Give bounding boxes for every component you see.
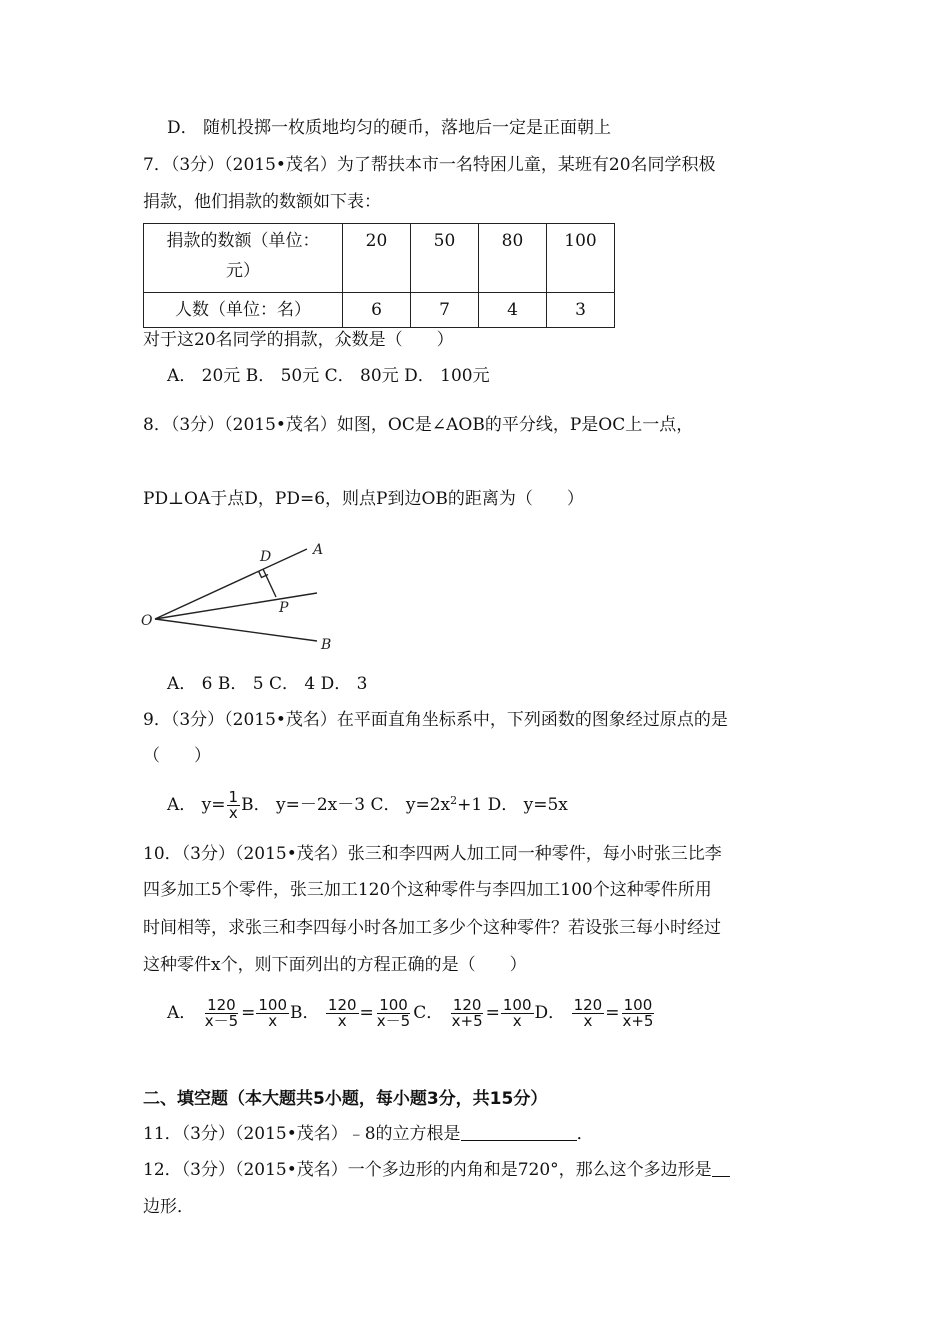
fraction <box>501 998 534 1029</box>
q10-stem-line2: 四多加工5个零件，张三加工120个这种零件与李四加工100个这种零件所用 <box>143 880 712 900</box>
table-cell: 80 <box>479 224 547 293</box>
q10-stem-line1: 10．（3分）（2015•茂名）张三和李四两人加工同一种零件，每小时张三比李 <box>143 844 722 864</box>
fraction <box>375 998 412 1029</box>
q10-option-a-label: A． <box>167 1003 197 1023</box>
label-p: P <box>279 600 289 616</box>
q12-text: 12．（3分）（2015•茂名）一个多边形的内角和是720°，那么这个多边形是 <box>143 1160 712 1180</box>
table-row <box>144 293 615 328</box>
q7-stem-line2: 捐款，他们捐款的数额如下表： <box>143 192 381 212</box>
answer-blank <box>712 1158 730 1177</box>
fraction-numerator: 120 <box>573 996 603 1014</box>
q10-options <box>167 994 656 1032</box>
q10-stem-line3: 时间相等，求张三和李四每小时各加工多少个这种零件？若设张三每小时经过 <box>143 918 721 938</box>
table-cell: 6 <box>343 293 411 328</box>
equals-sign: = <box>485 1003 500 1023</box>
table-header-count: 人数（单位：名） <box>144 293 343 328</box>
fraction <box>256 998 289 1029</box>
table-cell: 50 <box>411 224 479 293</box>
fraction <box>450 998 485 1029</box>
ray-ob <box>155 619 317 641</box>
q12-stem-line2: 边形． <box>143 1197 194 1217</box>
q9-exponent: 2 <box>450 794 458 807</box>
fraction-denominator: x－5 <box>204 1012 239 1030</box>
label-d: D <box>260 549 272 565</box>
equals-sign: = <box>241 1003 256 1023</box>
fraction-numerator: 120 <box>452 996 482 1014</box>
table-header-amount <box>144 224 343 293</box>
q7-stem-line1: 7．（3分）（2015•茂名）为了帮扶本市一名特困儿童，某班有20名同学积极 <box>143 155 716 175</box>
q8-options: A． 6 B． 5 C． 4 D． 3 <box>167 674 368 694</box>
fraction-denominator: x <box>337 1012 347 1030</box>
q10-option-d-label: D． <box>534 1003 566 1023</box>
fraction-denominator: x <box>268 1012 278 1030</box>
q7-question: 对于这20名同学的捐款，众数是（ ） <box>143 330 454 350</box>
q7-options: A． 20元 B． 50元 C． 80元 D． 100元 <box>167 366 490 386</box>
label-o: O <box>141 613 153 629</box>
equals-sign: = <box>359 1003 374 1023</box>
fraction <box>326 998 359 1029</box>
q9-option-b: B． y=－2x－3 C． y=2x <box>241 795 451 815</box>
table-cell: 4 <box>479 293 547 328</box>
q9-option-a-prefix: A． y= <box>167 795 226 815</box>
fraction <box>572 998 605 1029</box>
q9-option-cd: +1 D． y=5x <box>457 795 568 815</box>
fraction-denominator: x <box>512 1012 522 1030</box>
fraction-numerator: 1 <box>228 788 239 806</box>
q11-end: ． <box>576 1124 594 1144</box>
q12-stem-line1 <box>143 1158 730 1182</box>
q9-stem-line1: 9．（3分）（2015•茂名）在平面直角坐标系中，下列函数的图象经过原点的是 <box>143 710 728 730</box>
label-b: B <box>321 637 332 653</box>
fraction-numerator: 100 <box>502 996 532 1014</box>
q10-option-c-label: C． <box>413 1003 444 1023</box>
fraction-1-over-x <box>227 790 241 821</box>
fraction-denominator: x+5 <box>622 1012 654 1030</box>
fraction-numerator: 120 <box>327 996 357 1014</box>
fraction-numerator: 120 <box>207 996 236 1014</box>
table-cell: 7 <box>411 293 479 328</box>
table-cell: 20 <box>343 224 411 293</box>
equals-sign: = <box>605 1003 620 1023</box>
header-amount-line2: 元） <box>226 261 260 281</box>
answer-blank <box>461 1122 577 1141</box>
q8-stem-line2: PD⊥OA于点D，PD=6，则点P到边OB的距离为（ ） <box>143 489 584 509</box>
fraction-denominator: x <box>583 1012 593 1030</box>
q11-text: 11．（3分）（2015•茂名）﹣8的立方根是 <box>143 1124 461 1144</box>
table-cell: 3 <box>547 293 615 328</box>
q9-options <box>167 788 568 822</box>
section-2-title: 二、填空题（本大题共5小题，每小题3分，共15分） <box>143 1089 548 1109</box>
fraction-numerator: 100 <box>379 996 408 1014</box>
angle-bisector-figure <box>135 535 345 655</box>
fraction-numerator: 100 <box>623 996 653 1014</box>
fraction <box>620 998 655 1029</box>
fraction <box>203 998 240 1029</box>
table-cell: 100 <box>547 224 615 293</box>
donation-table <box>143 223 615 328</box>
q10-stem-line4: 这种零件x个，则下面列出的方程正确的是（ ） <box>143 955 527 975</box>
fraction-denominator: x <box>228 804 238 822</box>
q9-stem-line2: （ ） <box>143 746 211 766</box>
q8-stem-line1: 8．（3分）（2015•茂名）如图，OC是∠AOB的平分线，P是OC上一点， <box>143 415 694 435</box>
fraction-denominator: x+5 <box>451 1012 483 1030</box>
ray-oc <box>155 593 317 619</box>
fraction-denominator: x－5 <box>376 1012 411 1030</box>
fraction-numerator: 100 <box>258 996 287 1014</box>
label-a: A <box>313 542 324 558</box>
q6-option-d: D． 随机投掷一枚质地均匀的硬币，落地后一定是正面朝上 <box>167 118 612 138</box>
segment-pd <box>263 569 276 597</box>
table-row <box>144 224 615 293</box>
q11 <box>143 1122 594 1146</box>
header-amount-line1: 捐款的数额（单位： <box>166 231 320 251</box>
q10-option-b-label: B． <box>290 1003 320 1023</box>
